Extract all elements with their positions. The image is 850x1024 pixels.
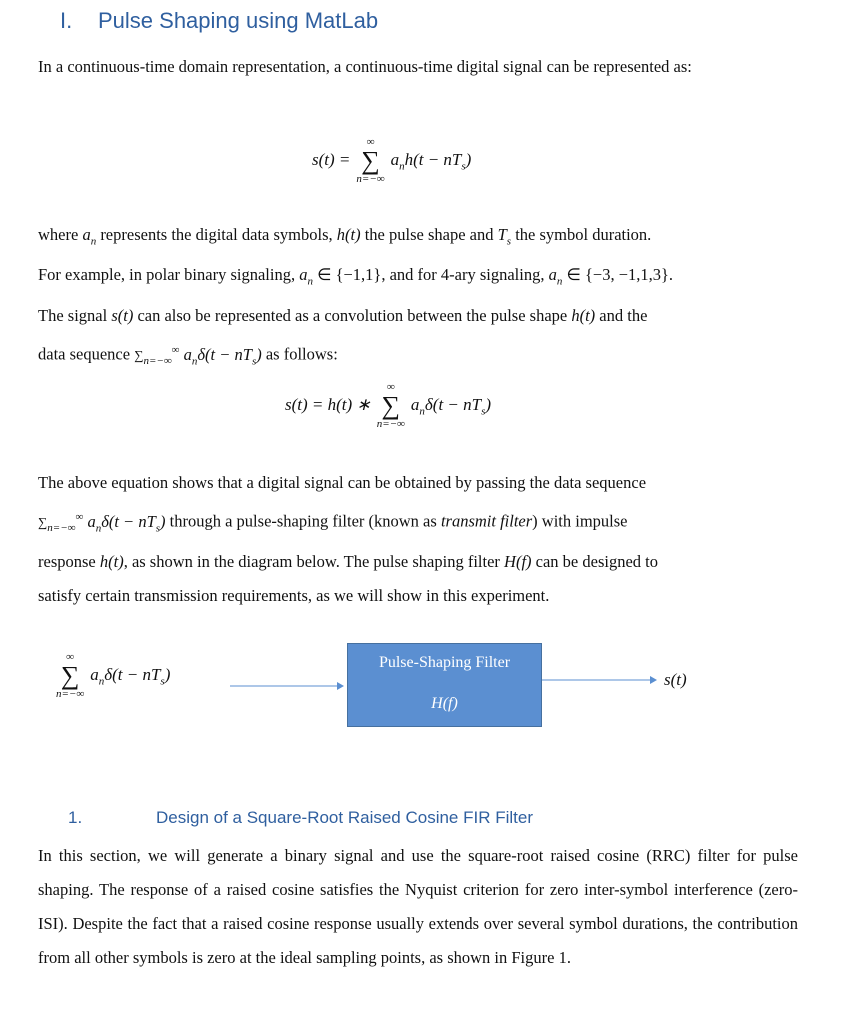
section-paragraph: In this section, we will generate a binary signal and use the square-root raised cosine (RRC) filter for pulse shaping. The response of a raised cosine satisfies the Nyquist criterion for zero inter-symbol interference (zero-ISI). Despite the fact that a raised cosine response usually extends over several symbol durations, the contribution from all other symbols is zero at the ideal sampling points, as shown in Figure 1. [38, 846, 798, 967]
intro-paragraph: In a continuous-time domain representation, a continuous-time digital signal can be represented as: [38, 57, 692, 76]
heading-title: Pulse Shaping using MatLab [98, 8, 379, 33]
equation-2: s(t) = h(t) ∗ ∞ ∑ n=−∞ $a_n\delta(t - nT_s)$ [285, 381, 492, 430]
explanation-paragraph: The above equation shows that a digital signal can be obtained by passing the data sequence $\sum_{n=-\infty}^\infty$ $a_n\delta(t - nT_s)$ through a pulse-shaping filter (known as transmit filter) with impulse response h(t), as shown in the diagram below. The pulse shaping filter H(f) can be designed to satisfy certain transmission requirements, as we will show in this experiment. [38, 473, 658, 605]
heading-number: I. [60, 8, 73, 33]
filter-block-title: Pulse-Shaping Filter [378, 654, 511, 671]
subsection-title: Design of a Square-Root Raised Cosine FIR Filter [156, 808, 533, 827]
pulse-shaping-filter-block [347, 643, 542, 727]
output-arrow-head [650, 676, 657, 684]
convolution-paragraph: The signal s(t) can also be represented as a convolution between the pulse shape h(t) and the data sequence $\sum_{n=-\infty}^\infty$ $a_n\delta(t - nT_s)$ as follows: [38, 306, 648, 367]
input-arrow-head [337, 682, 344, 690]
where-paragraph: where $a_n$ represents the digital data symbols, h(t) the pulse shape and $T_s$ the symbol duration. For example, in polar binary signaling, $a_n$ ∈ {−1,1}, and for 4-ary signaling, $a_n$ ∈ {−3, −1,1,3}. [38, 225, 674, 288]
filter-block-transfer-function: H(f) [431, 695, 458, 712]
subsection-number: 1. [68, 808, 83, 827]
diagram-output-signal: s(t) [664, 670, 687, 689]
diagram-input-sequence: ∞ ∑ n=−∞ $a_n\delta(t - nT_s)$ [56, 651, 171, 700]
equation-1: s(t) = ∞ ∑ n=−∞ $a_nh(t - nT_s)$ [312, 136, 472, 185]
